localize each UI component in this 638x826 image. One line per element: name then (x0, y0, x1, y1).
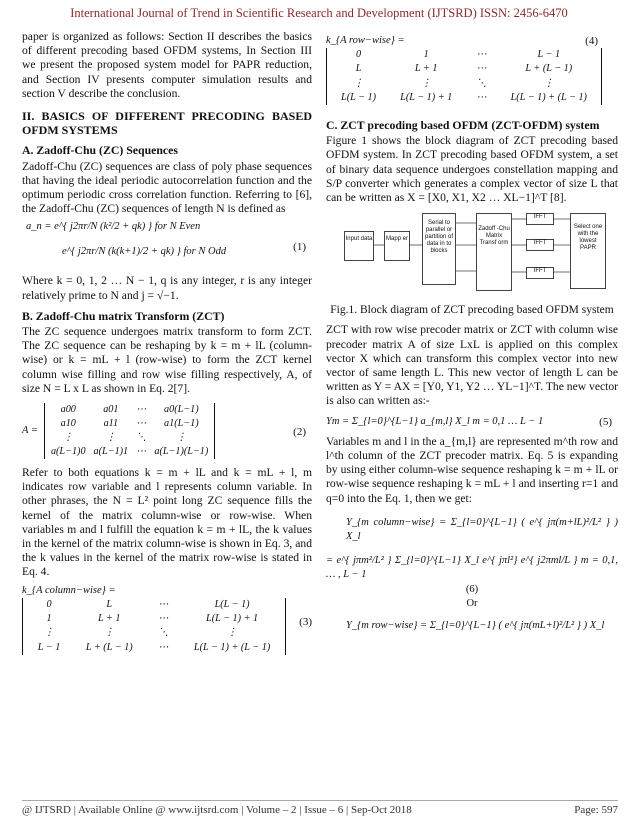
equation-4 (326, 34, 618, 112)
eq4-lhs: k_{A row−wise} = (326, 35, 405, 46)
eq6-number: (6) (465, 583, 479, 595)
eq5-number: (5) (599, 415, 612, 428)
matrix-k-col-cell-2-2: ⋱ (158, 627, 169, 639)
matrix-k-row-cell-0-2: ⋯ (476, 49, 487, 61)
right-column (326, 30, 618, 637)
eq2-lhs: A = (22, 424, 38, 436)
matrix-k-row-cell-2-1: ⋮ (421, 77, 432, 89)
matrix-k-row-cell-0-0: 0 (356, 49, 362, 61)
matrix-k-col-cell-2-0: ⋮ (43, 627, 55, 639)
matrix-a-cell-3-1: a(L−1)1 (93, 446, 129, 458)
matrix-k-col-cell-2-3: ⋮ (226, 627, 238, 639)
matrix-k-row-cell-3-3: L(L − 1) + (L − 1) (510, 91, 587, 103)
equation-2 (22, 400, 312, 462)
figure-caption: Fig.1. Block diagram of ZCT precoding based OFDM system (330, 304, 614, 317)
eq3-number: (3) (299, 615, 312, 628)
eq1-odd: e^{ j2πr/N (k(k+1)/2 + qk) } for N Odd (62, 245, 227, 257)
eq1-even: a_n = e^{ j2πr/N (k²/2 + qk) } for N Even (26, 221, 201, 233)
page-number: Page: 597 (574, 804, 618, 816)
matrix-a-cell-1-1: a11 (103, 417, 119, 429)
eq7: Y_{m row−wise} = Σ_{l=0}^{L−1} ( e^{ jπ(mL+l)²/L² } ) X_l (346, 620, 605, 632)
ifft-box-2: IFFT (526, 239, 554, 251)
select-lowest-papr-box: Select one with the lowest PAPR (570, 213, 606, 289)
matrix-k-col-cell-3-3: L(L − 1) + (L − 1) (193, 641, 271, 653)
matrix-k-col-cell-0-2: ⋯ (158, 598, 169, 610)
matrix-a-cell-3-0: a(L−1)0 (50, 446, 86, 458)
eq4-number: (4) (585, 35, 598, 47)
eq2-number: (2) (293, 425, 306, 438)
matrix-a-cell-3-3: a(L−1)(L−1) (154, 446, 209, 458)
matrix-a-cell-2-3: ⋮ (176, 432, 187, 444)
equation-5 (326, 415, 618, 429)
or-text: Or (466, 597, 478, 609)
subsection-a-heading: A. Zadoff-Chu (ZC) Sequences (22, 143, 178, 158)
matrix-a-cell-2-0: ⋮ (63, 432, 74, 444)
matrix-k-col-cell-1-3: L(L − 1) + 1 (206, 613, 259, 625)
matrix-k-row-cell-0-1: 1 (423, 49, 429, 61)
matrix-k-row-cell-2-0: ⋮ (353, 77, 364, 89)
journal-header: International Journal of Trend in Scientific Research and Development (IJTSRD) ISSN: 2456-6470 (70, 6, 568, 20)
eq6a: Y_{m column−wise} = Σ_{l=0}^{L−1} ( e^{ jπ(m+lL)²/L² } ) X_l (346, 516, 618, 543)
matrix-k-row-cell-0-3: L − 1 (537, 49, 561, 61)
ifft-box-1: IFFT (526, 213, 554, 225)
matrix-k-row-cell-1-1: L + 1 (414, 63, 438, 75)
matrix-a-cell-2-1: ⋮ (105, 432, 116, 444)
matrix-a-cell-0-1: a01 (103, 403, 119, 415)
section-2-heading: II. BASICS OF DIFFERENT PRECODING BASED OFDM SYSTEMS (22, 109, 312, 138)
matrix-k-row-cell-3-0: L(L − 1) (341, 91, 377, 103)
mapper-box: Mapp er (384, 231, 410, 261)
intro-paragraph: paper is organized as follows: Section II describes the basics of different precoding based OFDM systems, In Section III we present the proposed system model for PAPR reduction, and Section IV presents computer simulation results and section V describe the conclusion. (22, 30, 312, 100)
equation-6 (326, 516, 618, 633)
matrix-k-col-cell-0-3: L(L − 1) (214, 598, 250, 610)
matrix-k-col-cell-1-2: ⋯ (158, 613, 169, 625)
matrix-a (44, 403, 215, 460)
page-footer (22, 800, 618, 816)
matrix-k-row-cell-1-2: ⋯ (476, 63, 487, 75)
eq5-body: Ym = Σ_{l=0}^{L−1} a_{m,l} X_l m = 0,1 … L − 1 (326, 415, 544, 427)
paragraph-d: ZCT with row wise precoder matrix or ZCT with column wise precoder matrix A of size LxL is applied on this complex vector X which can transform this complex vector into new vector of same length L. This new vector of length L can be written as Y = AX = [Y0, Y1, Y2 … YL−1]^T. The new vector is also can written as:- (326, 323, 618, 408)
matrix-k-row-wise (326, 48, 602, 105)
matrix-a-cell-0-2: ⋯ (136, 403, 147, 415)
matrix-a-cell-0-0: a00 (60, 403, 76, 415)
matrix-k-col-cell-1-0: 1 (46, 613, 52, 625)
matrix-k-row-cell-2-2: ⋱ (476, 77, 487, 89)
paragraph-e: Variables m and l in the a_{m,l} are represented m^th row and l^th column of the ZCT precoder matrix. Eq. 5 is expanding by using either column-wise sequence reshaping k = m + lL or row-wise sequence reshaping k = mL + l and inserting r=1 and q=0 into the Eq. 1, then we get: (326, 434, 618, 505)
matrix-k-row-cell-1-3: L + (L − 1) (525, 63, 573, 75)
ifft-box-3: IFFT (526, 267, 554, 279)
matrix-k-col-cell-1-1: L + 1 (97, 613, 121, 625)
paragraph-c: Figure 1 shows the block diagram of ZCT precoding based OFDM system. In ZCT precoding based OFDM system, a set of binary data sequence undergoes constellation mapping and S/P converter which generates a complex vector of size L that can be written as X = [X0, X1, X2 … XL−1]^T [8]. (326, 134, 618, 205)
matrix-a-cell-3-2: ⋯ (136, 446, 147, 458)
left-column (22, 30, 312, 666)
serial-parallel-box: Serial to parallel or partition of data in to blocks (422, 213, 456, 285)
eq6b: = e^{ jπm²/L² } Σ_{l=0}^{L−1} X_l e^{ jπl²} e^{ j2πml/L } m = 0,1, … , L − 1 (326, 555, 618, 581)
matrix-a-cell-1-3: a1(L−1) (164, 417, 199, 429)
block-diagram (326, 209, 618, 299)
paragraph-b2: Refer to both equations k = m + lL and k = mL + l, m indicates row variable and l represents column variable. In other phrases, the N = L² point long ZC sequence fills the kernel of the matrix column-wise or row-wise. When variables m and l fulfill the equation k = m + lL, the k values in the kernel of the matrix column-wise is shown in Eq. 3, and the k values in the kernel of the matrix row-wise is stated in Eq. 4. (22, 466, 312, 579)
matrix-k-col-cell-3-1: L + (L − 1) (85, 641, 133, 653)
matrix-k-col-cell-0-1: L (106, 598, 113, 610)
input-data-box: Input data (344, 231, 374, 261)
matrix-a-cell-2-2: ⋱ (136, 432, 147, 444)
matrix-k-column-wise (22, 598, 286, 655)
paragraph-b: The ZC sequence undergoes matrix transform to form ZCT. The ZC sequence can be reshaping by k = m + lL (column-wise) or k = mL + l (row-wise) to form the ZCT kernel column wise filling and row wise filling respectively, A, of size N = L x L as shown in Eq. 2[7]. (22, 325, 312, 395)
matrix-k-col-cell-0-0: 0 (46, 598, 52, 610)
zadoff-chu-box: Zadoff -Chu Matrix Transf orm (476, 213, 512, 291)
matrix-k-col-cell-3-0: L − 1 (37, 641, 61, 653)
where-text: Where k = 0, 1, 2 … N − 1, q is any integer, r is any integer relatively prime to N and j = √−1. (22, 274, 312, 302)
equation-3 (22, 584, 312, 662)
matrix-k-col-cell-2-1: ⋮ (104, 627, 115, 639)
matrix-k-row-cell-3-1: L(L − 1) + 1 (400, 91, 453, 103)
subsection-c-heading: C. ZCT precoding based OFDM (ZCT-OFDM) system (326, 118, 600, 132)
eq1-number: (1) (293, 241, 306, 254)
matrix-k-col-cell-3-2: ⋯ (158, 641, 169, 653)
subsection-b-heading: B. Zadoff-Chu matrix Transform (ZCT) (22, 308, 225, 323)
paragraph-a: Zadoff-Chu (ZC) sequences are class of poly phase sequences that having the ideal periodic autocorrelation function and the optimum periodic cross correlation function. Referring to [6], the Zadoff-Chu (ZC) sequences of length N is defined as (22, 159, 312, 216)
matrix-k-row-cell-2-3: ⋮ (543, 77, 554, 89)
footer-citation: @ IJTSRD | Available Online @ www.ijtsrd.com | Volume – 2 | Issue – 6 | Sep-Oct 2018 (22, 804, 412, 816)
matrix-k-row-cell-3-2: ⋯ (476, 91, 487, 103)
matrix-k-row-cell-1-0: L (355, 63, 362, 75)
equation-1 (22, 220, 312, 270)
eq3-lhs: k_{A column−wise} = (22, 584, 116, 596)
matrix-a-cell-1-0: a10 (60, 417, 76, 429)
matrix-a-cell-1-2: ⋯ (136, 417, 147, 429)
matrix-a-cell-0-3: a0(L−1) (164, 403, 199, 415)
